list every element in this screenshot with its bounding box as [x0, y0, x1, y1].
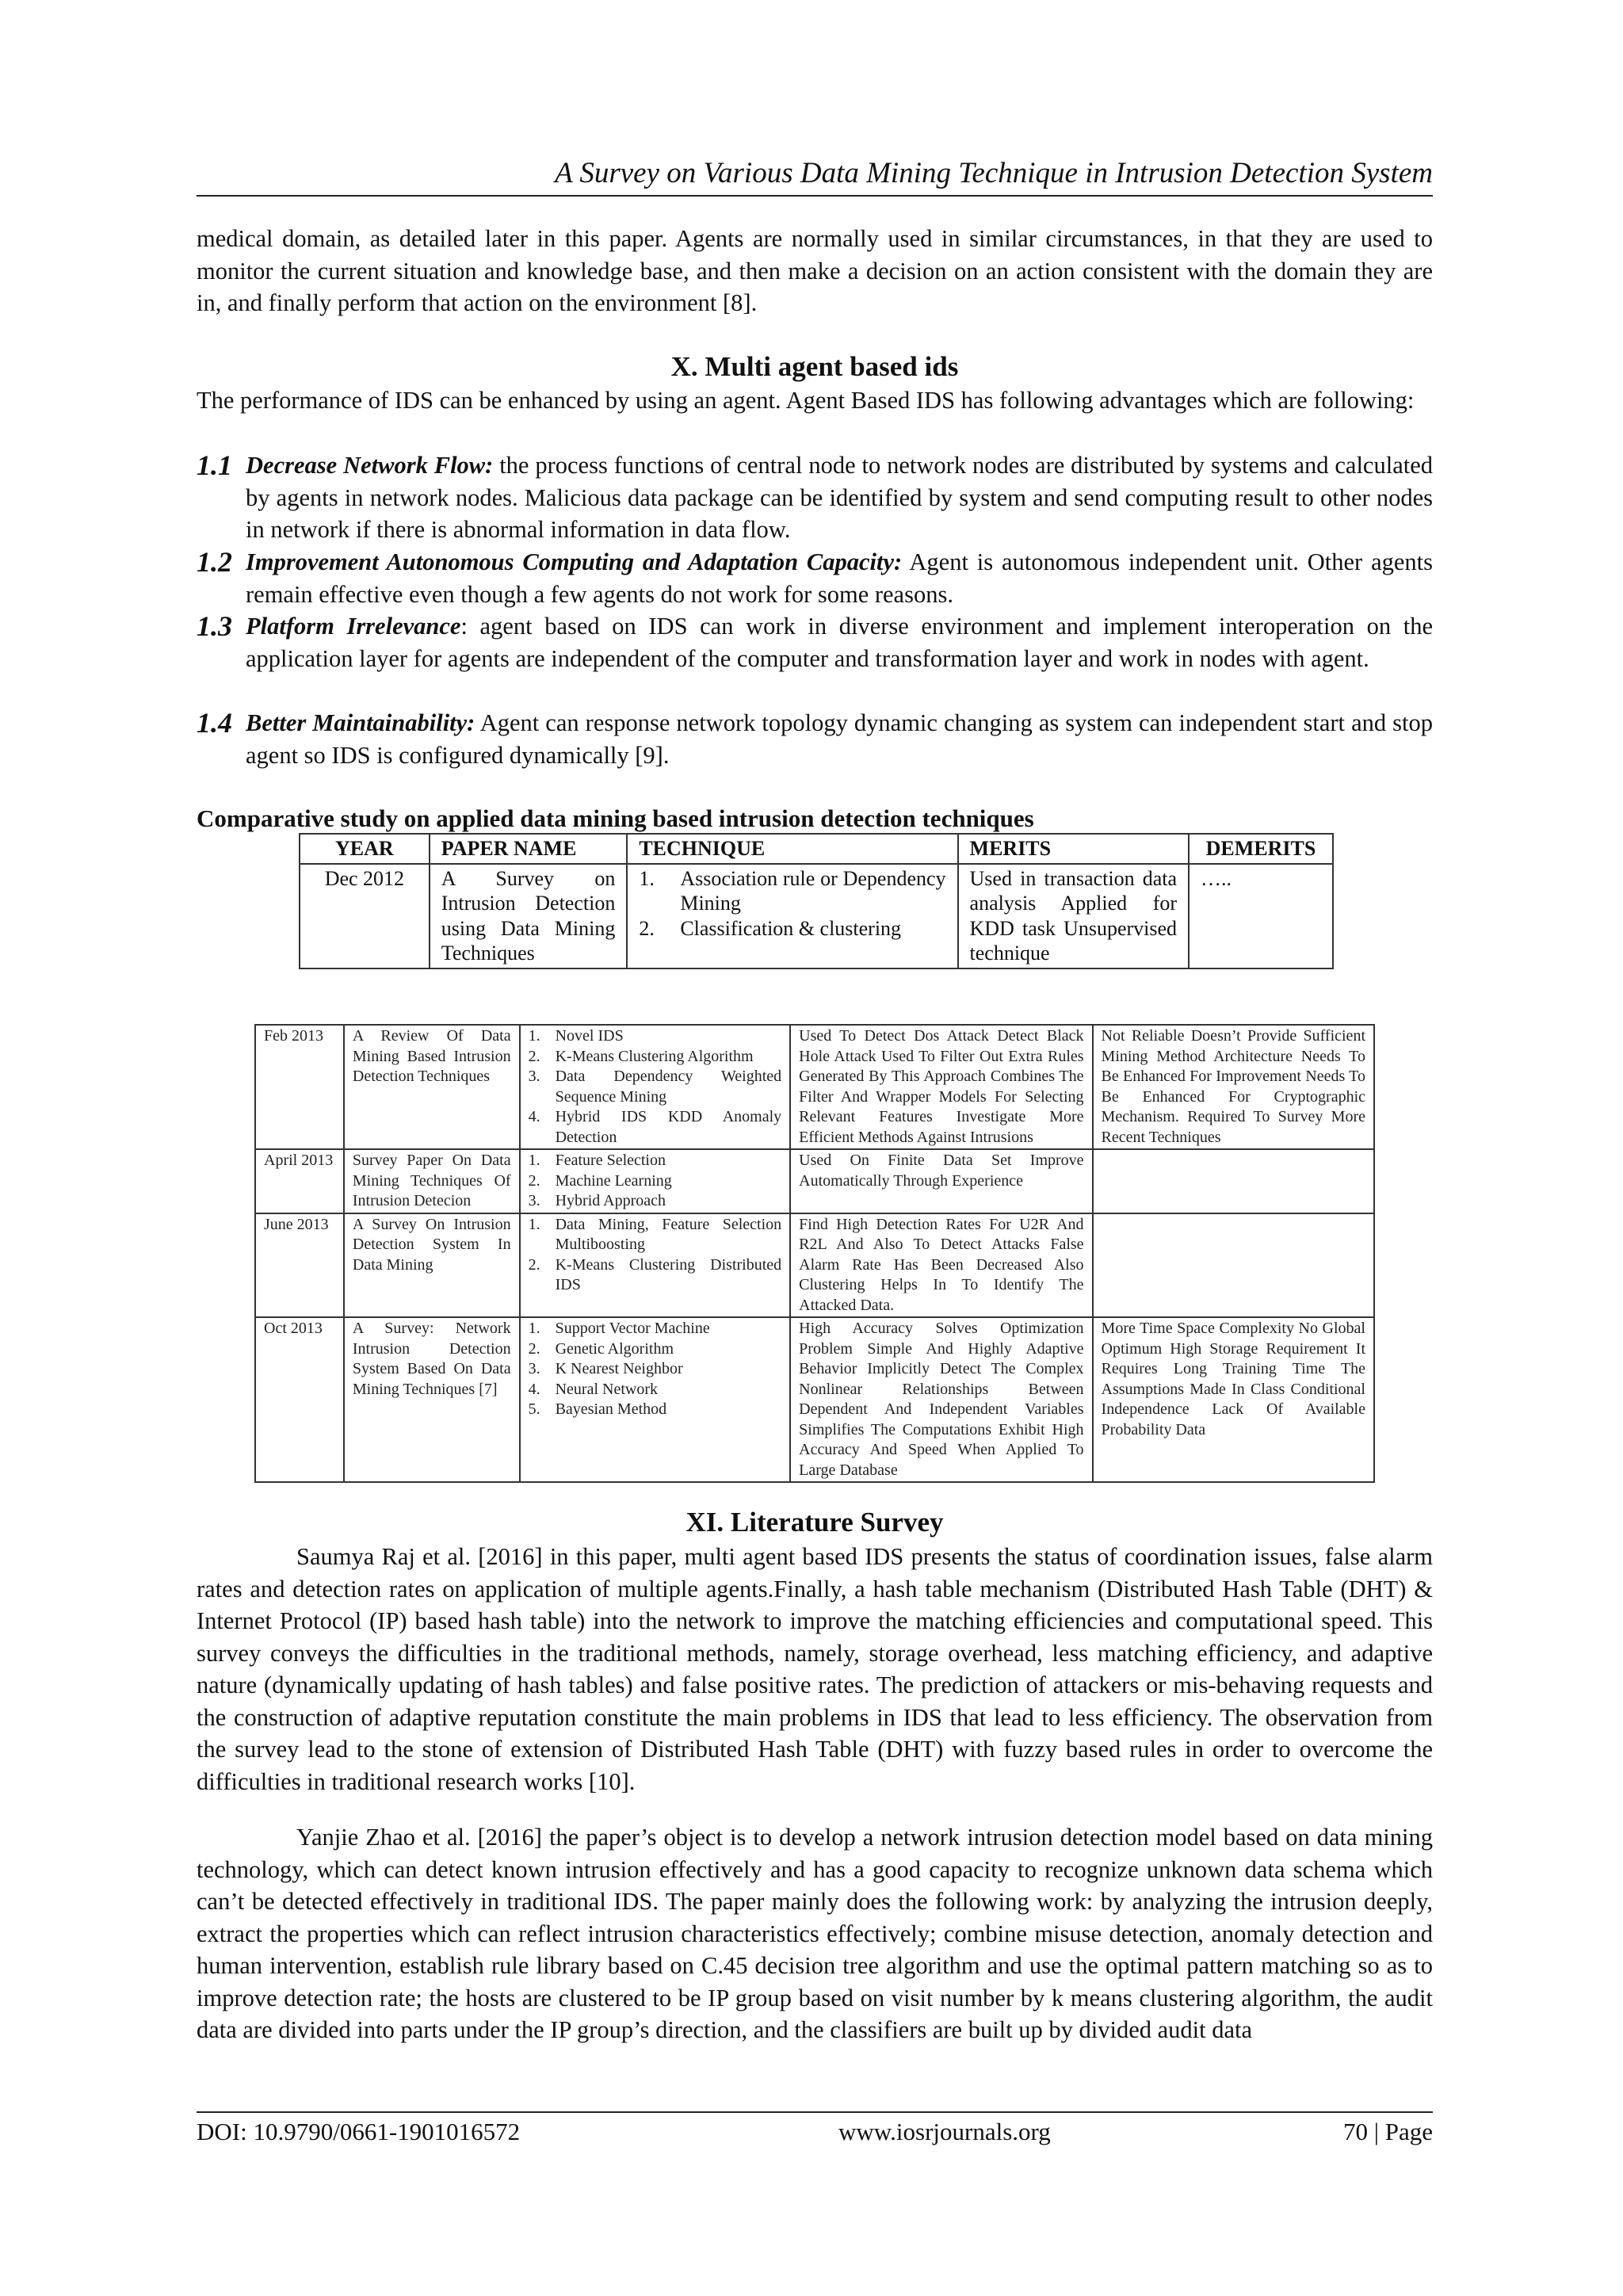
cell-demerits: …..: [1189, 864, 1333, 968]
cell-merits: Used in transaction data analysis Applied for KDD task Unsupervised technique: [958, 864, 1190, 968]
header-rule: [197, 195, 1433, 197]
table-row: [255, 1025, 1374, 1149]
cell-paper: A Survey: Network Intrusion Detection System Based On Data Mining Techniques [7]: [344, 1317, 520, 1482]
cell-merits: Used To Detect Dos Attack Detect Black Hole Attack Used To Filter Out Extra Rules Generated By This Approach Combines The Filter And Wrapper Models For Selecting Relevant Features Investigate More Efficient Methods Against Intrusions: [790, 1025, 1092, 1149]
cell-technique: [520, 1149, 791, 1213]
cell-year: Feb 2013: [255, 1025, 344, 1149]
item-term: Better Maintainability:: [246, 709, 475, 736]
technique-item: 3. K Nearest Neighbor: [528, 1360, 683, 1377]
section-x-lead: The performance of IDS can be enhanced by using an agent. Agent Based IDS has following advantages which are following:: [197, 387, 1415, 414]
cell-technique: [520, 1025, 791, 1149]
item-number: 1.2: [197, 546, 232, 578]
cell-paper: A Review Of Data Mining Based Intrusion Detection Techniques: [344, 1025, 520, 1149]
technique-item: 3. Hybrid Approach: [528, 1192, 666, 1209]
item-term: Decrease Network Flow:: [246, 452, 494, 479]
footer-page-number: 70 | Page: [1343, 2118, 1433, 2145]
item-number: 1.3: [197, 610, 232, 642]
item-text: the process functions of central node to network nodes are distributed by systems and calculated by agents in network nodes. Malicious data package can be identified by system and send computing result to other nodes in network if there is abnormal information in data flow.: [246, 452, 1433, 543]
col-merits: MERITS: [958, 834, 1190, 864]
cell-paper: A Survey on Intrusion Detection using Data Mining Techniques: [430, 864, 628, 968]
item-text: Agent is autonomous independent unit. Other agents remain effective even though a few agents do not work for some reasons.: [246, 548, 1433, 608]
technique-item: 2. K-Means Clustering Distributed IDS: [528, 1255, 782, 1293]
cell-demerits: [1093, 1213, 1374, 1318]
col-technique: TECHNIQUE: [627, 834, 957, 864]
table-row: [255, 1317, 1374, 1482]
table-row: [300, 864, 1333, 968]
literature-paragraph: Saumya Raj et al. [2016] in this paper, multi agent based IDS presents the status of coordination issues, false alarm rates and detection rates on application of multiple agents.Finally, a hash table mechanism (Distributed Hash Table (DHT) & Internet Protocol (IP) based hash table) into the network to improve the matching efficiencies and computational speed. This survey conveys the difficulties in the traditional methods, namely, storage overhead, less matching efficiency, and adaptive nature (dynamically updating of hash tables) and false positive rates. The prediction of attackers or mis-behaving requests and the construction of adaptive reputation constitute the main problems in IDS that lead to less efficiency. The observation from the survey lead to the stone of extension of Distributed Hash Table (DHT) with fuzzy based rules in order to overcome the difficulties in traditional research works [10].: [197, 1543, 1433, 1795]
technique-item: 1. Association rule or Dependency Mining: [639, 866, 946, 915]
technique-item: 4. Neural Network: [528, 1380, 658, 1398]
col-year: YEAR: [300, 834, 430, 864]
cell-merits: Used On Finite Data Set Improve Automatically Through Experience: [790, 1149, 1092, 1213]
cell-demerits: [1093, 1149, 1374, 1213]
cell-year: June 2013: [255, 1213, 344, 1318]
cell-paper: Survey Paper On Data Mining Techniques Of Intrusion Detecion: [344, 1149, 520, 1213]
cell-year: Dec 2012: [300, 864, 430, 968]
table-caption: Comparative study on applied data mining based intrusion detection techniques: [197, 804, 1034, 832]
running-title: A Survey on Various Data Mining Technique in Intrusion Detection System: [555, 157, 1433, 189]
col-demerits: DEMERITS: [1189, 834, 1333, 864]
technique-item: 1. Feature Selection: [528, 1152, 666, 1169]
survey-table: [254, 1024, 1375, 1483]
technique-item: 2. K-Means Clustering Algorithm: [528, 1047, 754, 1065]
cell-demerits: Not Reliable Doesn’t Provide Sufficient Mining Method Architecture Needs To Be Enhanced For Improvement Needs To Be Enhanced For Cryptographic Mechanism. Required To Survey More Recent Techniques: [1093, 1025, 1374, 1149]
table-header-row: [300, 834, 1333, 864]
item-number: 1.1: [197, 449, 232, 481]
technique-item: 2. Genetic Algorithm: [528, 1339, 674, 1358]
cell-technique: [627, 864, 957, 968]
cell-merits: Find High Detection Rates For U2R And R2L And Also To Detect Attacks False Alarm Rate Has Been Decreased Also Clustering Helps In To Identify The Attacked Data.: [790, 1213, 1092, 1318]
technique-item: 5. Bayesian Method: [528, 1400, 667, 1418]
item-term: Platform Irrelevance: [246, 613, 461, 640]
table-row: [255, 1213, 1374, 1318]
footer-doi: DOI: 10.9790/0661-1901016572: [197, 2118, 521, 2145]
technique-item: 2. Classification & clustering: [639, 916, 902, 940]
footer-site: www.iosrjournals.org: [838, 2118, 1051, 2145]
section-xi-title: XI. Literature Survey: [685, 1507, 944, 1538]
technique-item: 4. Hybrid IDS KDD Anomaly Detection: [528, 1108, 782, 1146]
section-x-title: X. Multi agent based ids: [670, 351, 959, 382]
technique-item: 1. Data Mining, Feature Selection Multiboosting: [528, 1215, 782, 1253]
item-number: 1.4: [197, 707, 232, 739]
cell-demerits: More Time Space Complexity No Global Optimum High Storage Requirement It Requires Long Training Time The Assumptions Made In Class Conditional Independence Lack Of Available Probability Data: [1093, 1317, 1374, 1482]
comparative-table: [299, 833, 1334, 969]
item-text: : agent based on IDS can work in diverse environment and implement interoperation on the application layer for agents are independent of the computer and transformation layer and work in nodes with agent.: [246, 613, 1433, 672]
technique-item: 2. Machine Learning: [528, 1171, 672, 1190]
item-term: Improvement Autonomous Computing and Adaptation Capacity:: [246, 548, 903, 575]
cell-year: Oct 2013: [255, 1317, 344, 1482]
technique-item: 3. Data Dependency Weighted Sequence Mining: [528, 1068, 782, 1106]
cell-technique: [520, 1213, 791, 1318]
cell-technique: [520, 1317, 791, 1482]
cell-merits: High Accuracy Solves Optimization Problem Simple And Highly Adaptive Behavior Implicitly Detect The Complex Nonlinear Relationships Between Dependent And Independent Variables Simplifies The Computations Exhibit High Accuracy And Speed When Applied To Large Database: [790, 1317, 1092, 1482]
technique-item: 1. Novel IDS: [528, 1027, 624, 1045]
cell-year: April 2013: [255, 1149, 344, 1213]
footer-rule: [197, 2111, 1433, 2113]
intro-paragraph: medical domain, as detailed later in this paper. Agents are normally used in similar circumstances, in that they are used to monitor the current situation and knowledge base, and then make a decision on an action consistent with the domain they are in, and finally perform that action on the environment [8].: [197, 225, 1433, 316]
table-row: [255, 1149, 1374, 1213]
cell-paper: A Survey On Intrusion Detection System In Data Mining: [344, 1213, 520, 1318]
item-text: Agent can response network topology dynamic changing as system can independent start and stop agent so IDS is configured dynamically [9].: [246, 709, 1433, 769]
technique-item: 1. Support Vector Machine: [528, 1320, 710, 1337]
literature-paragraph: Yanjie Zhao et al. [2016] the paper’s object is to develop a network intrusion detection model based on data mining technology, which can detect known intrusion effectively and has a good capacity to recognize unknown data schema which can’t be detected effectively in traditional IDS. The paper mainly does the following work: by analyzing the intrusion deeply, extract the properties which can reflect intrusion characteristics effectively; combine misuse detection, anomaly detection and human intervention, establish rule library based on C.45 decision tree algorithm and use the optimal pattern matching so as to improve detection rate; the hosts are clustered to be IP group based on visit number by k means clustering algorithm, the audit data are divided into parts under the IP group’s direction, and the classifiers are built up by divided audit data: [197, 1824, 1433, 2043]
col-paper-name: PAPER NAME: [430, 834, 628, 864]
